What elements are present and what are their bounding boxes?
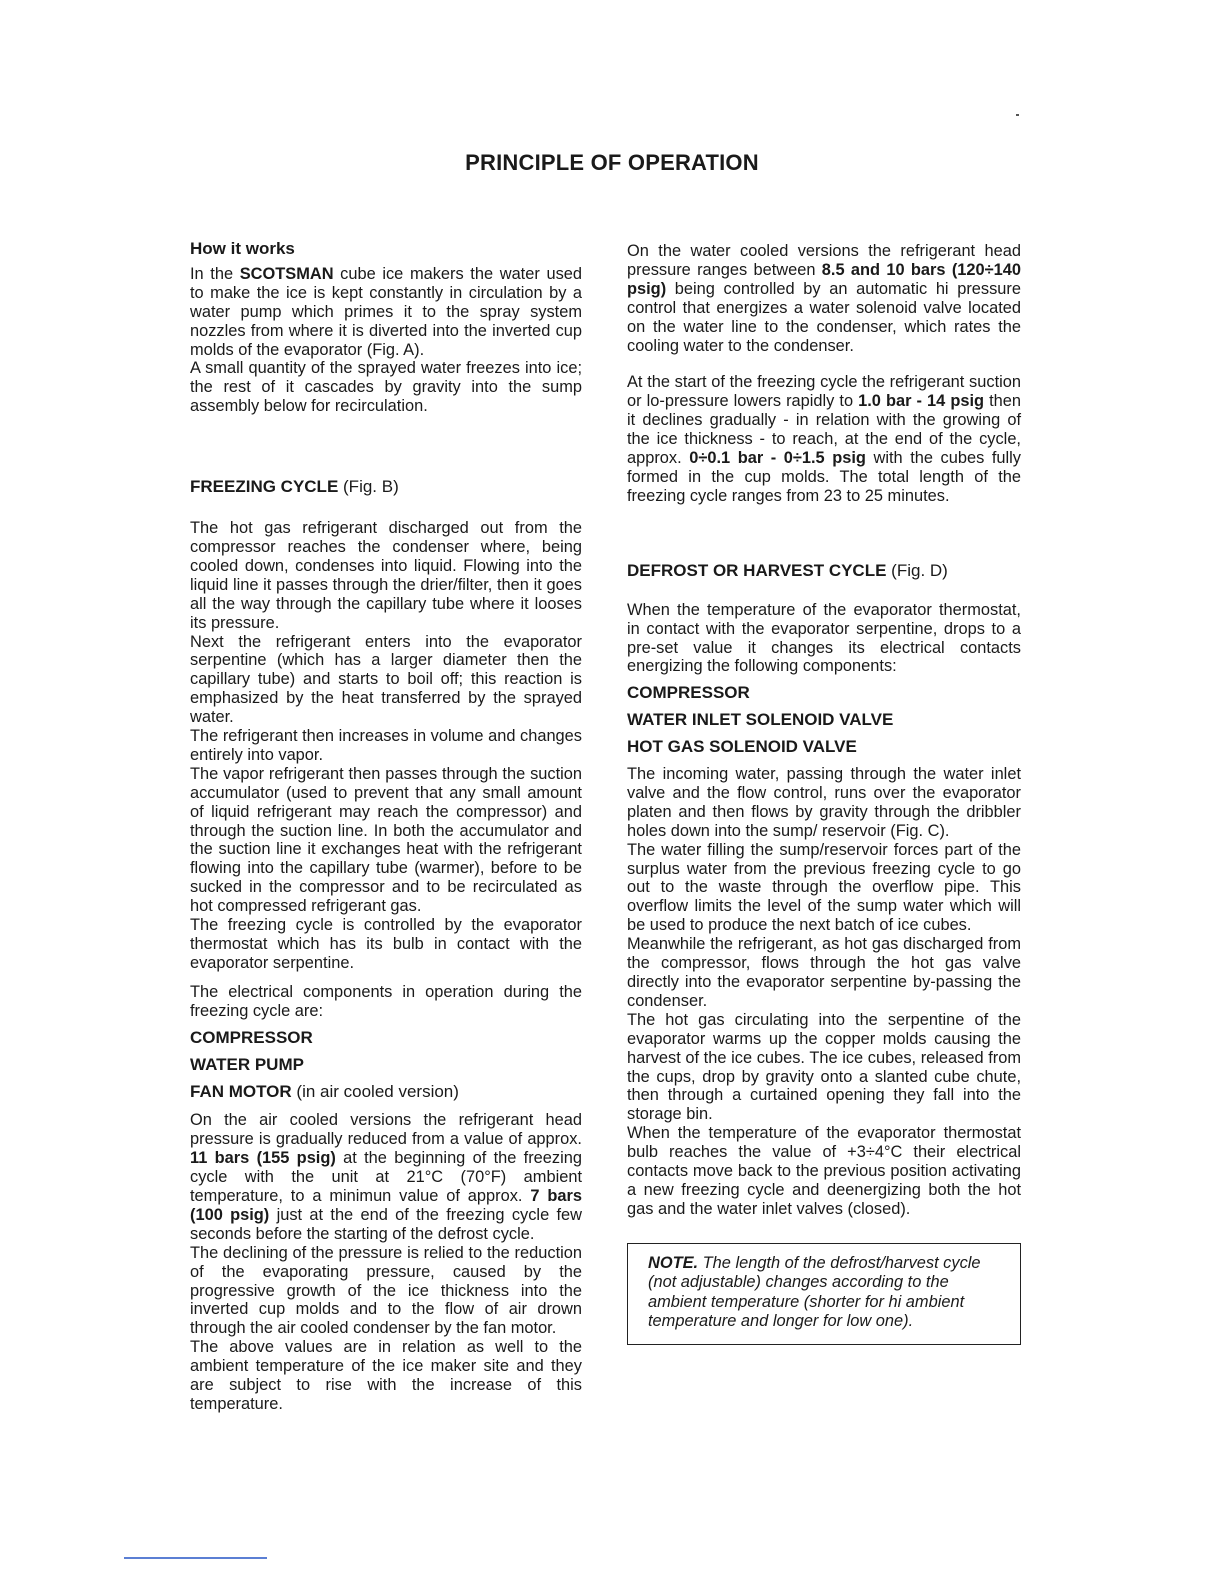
freezing-paragraph-6: The electrical components in operation during the freezing cycle are: <box>190 982 582 1020</box>
freezing-paragraph-4: The vapor refrigerant then passes through the suction accumulator (used to prevent that any small amount of liquid refrigerant may reach the compressor) and through the suction line. In both the accumulator and the suction line it exchanges heat with the refrigerant flowing into the capillary tube (warmer), before to be sucked in the compressor and to be recirculated as hot compressed refrigerant gas. <box>190 764 582 916</box>
heading-label: FREEZING CYCLE <box>190 477 339 497</box>
component-water-pump: WATER PUMP <box>190 1054 304 1074</box>
how-it-works-heading: How it works <box>190 239 295 258</box>
freezing-paragraph-3: The refrigerant then increases in volume and changes entirely into vapor. <box>190 727 582 764</box>
defrost-cycle-heading <box>627 562 1021 581</box>
footer-rule <box>124 1557 267 1559</box>
pressure-value: 1.0 bar - 14 psig <box>858 392 985 411</box>
text-run: At the start of the freezing cycle the refrigerant suction or lo-pressure lowers rapidly to <box>627 373 1021 411</box>
figure-ref: (Fig. D) <box>886 560 948 580</box>
note-text: The length of the defrost/harvest cycle (not adjustable) changes according to the ambient temperature (shorter for hi ambient temperature and longer for low one). <box>648 1253 981 1331</box>
scan-mark <box>1016 114 1019 116</box>
how-it-works-paragraph-1 <box>190 265 582 360</box>
text-run: cube ice makers the water used to make the ice is kept constantly in circulation by a water pump which primes it to the spray system nozzles from where it is diverted into the inverted cup molds of the evaporator (Fig. A). <box>190 264 582 359</box>
text-run: being controlled by an automatic hi pressure control that energizes a water solenoid valve located on the water line to the condenser, which rates the cooling water to the condenser. <box>627 279 1021 355</box>
pressure-value: 8.5 and 10 bars (120÷140 psig) <box>627 260 1021 298</box>
heading-label: DEFROST OR HARVEST CYCLE <box>627 560 887 580</box>
note-label: NOTE. <box>648 1253 699 1272</box>
text-run: just at the end of the freezing cycle few seconds before the starting of the defrost cycle. <box>190 1205 582 1243</box>
defrost-component-water-inlet-valve: WATER INLET SOLENOID VALVE <box>627 710 894 730</box>
component-fan-motor <box>190 1083 582 1102</box>
defrost-paragraph-2: The incoming water, passing through the water inlet valve and the flow control, runs over the evaporator platen and then flows by gravity through the dribbler holes down into the sump/ reservoir (Fig. C). <box>627 765 1021 840</box>
left-column <box>190 240 582 1414</box>
defrost-paragraph-4: Meanwhile the refrigerant, as hot gas discharged from the compressor, flows through the hot gas valve directly into the evaporator serpentine by-passing the condenser. <box>627 935 1021 1010</box>
text-run: at the beginning of the freezing cycle with the unit at 21°C (70°F) ambient temperature, to a minimun value of approx. <box>190 1149 582 1205</box>
defrost-component-compressor: COMPRESSOR <box>627 683 750 703</box>
pressure-value: 11 bars (155 psig) <box>190 1149 336 1168</box>
defrost-paragraph-1: When the temperature of the evaporator thermostat, in contact with the evaporator serpentine, drops to a pre-set value it changes its electrical contacts energizing the following components: <box>627 600 1021 676</box>
air-cooled-paragraph <box>190 1111 582 1243</box>
text-run: On the air cooled versions the refrigerant head pressure is gradually reduced from a value of approx. <box>190 1111 582 1149</box>
page-title: PRINCIPLE OF OPERATION <box>465 150 759 175</box>
text-run: with the cubes fully formed in the cup molds. The total length of the freezing cycle ranges from 23 to 25 minutes. <box>627 449 1021 505</box>
defrost-paragraph-3: The water filling the sump/reservoir forces part of the surplus water from the previous freezing cycle to go out to the waste through the overflow pipe. This overflow limits the level of the sump water which will be used to produce the next batch of ice cubes. <box>627 840 1021 935</box>
defrost-paragraph-6: When the temperature of the evaporator thermostat bulb reaches the value of +3÷4°C their electrical contacts move back to the previous position activating a new freezing cycle and deenergizing both the hot gas and the water inlet valves (closed). <box>627 1124 1021 1218</box>
component-note: (in air cooled version) <box>291 1082 459 1102</box>
freezing-cycle-heading <box>190 478 582 497</box>
note-box <box>627 1243 1021 1345</box>
above-values-paragraph: The above values are in relation as well to the ambient temperature of the ice maker site and they are subject to rise with the increase of this temperature. <box>190 1338 582 1413</box>
figure-ref: (Fig. B) <box>338 477 399 497</box>
suction-paragraph <box>627 373 1021 505</box>
right-column <box>627 242 1021 1345</box>
brand-name: SCOTSMAN <box>239 264 334 283</box>
freezing-paragraph-2: Next the refrigerant enters into the evaporator serpentine (which has a larger diameter then the capillary tube) and starts to boil off; this reaction is emphasized by the heat transferred by the sprayed water. <box>190 632 582 727</box>
defrost-paragraph-5: The hot gas circulating into the serpentine of the evaporator warms up the copper molds causing the harvest of the ice cubes. The ice cubes, released from the cups, drop by gravity onto a slanted cube chute, then through a curtained opening they fall into the storage bin. <box>627 1010 1021 1124</box>
freezing-paragraph-5: The freezing cycle is controlled by the evaporator thermostat which has its bulb in contact with the evaporator serpentine. <box>190 916 582 972</box>
defrost-component-hot-gas-valve: HOT GAS SOLENOID VALVE <box>627 737 857 757</box>
pressure-value: 7 bars (100 psig) <box>190 1186 582 1224</box>
text-run: then it declines gradually - in relation with the growing of the ice thickness - to reach, at the end of the cycle, approx. <box>627 392 1021 468</box>
text-run: In the <box>190 264 240 283</box>
freezing-paragraph-1: The hot gas refrigerant discharged out from the compressor reaches the condenser where, being cooled down, condenses into liquid. Flowing into the liquid line it passes through the drier/filter, then it goes all the way through the capillary tube where it looses its pressure. <box>190 519 582 632</box>
pressure-value: 0÷0.1 bar - 0÷1.5 psig <box>689 449 866 468</box>
text-run: On the water cooled versions the refrigerant head pressure ranges between <box>627 242 1021 279</box>
declining-paragraph: The declining of the pressure is relied to the reduction of the evaporating pressure, caused by the progressive growth of the ice thickness into the inverted cup molds and to the flow of air drown through the air cooled condenser by the fan motor. <box>190 1243 582 1338</box>
water-cooled-paragraph <box>627 242 1021 355</box>
how-it-works-paragraph-2: A small quantity of the sprayed water freezes into ice; the rest of it cascades by gravity into the sump assembly below for recirculation. <box>190 359 582 416</box>
component-compressor: COMPRESSOR <box>190 1027 313 1047</box>
component-label: FAN MOTOR <box>190 1082 292 1102</box>
